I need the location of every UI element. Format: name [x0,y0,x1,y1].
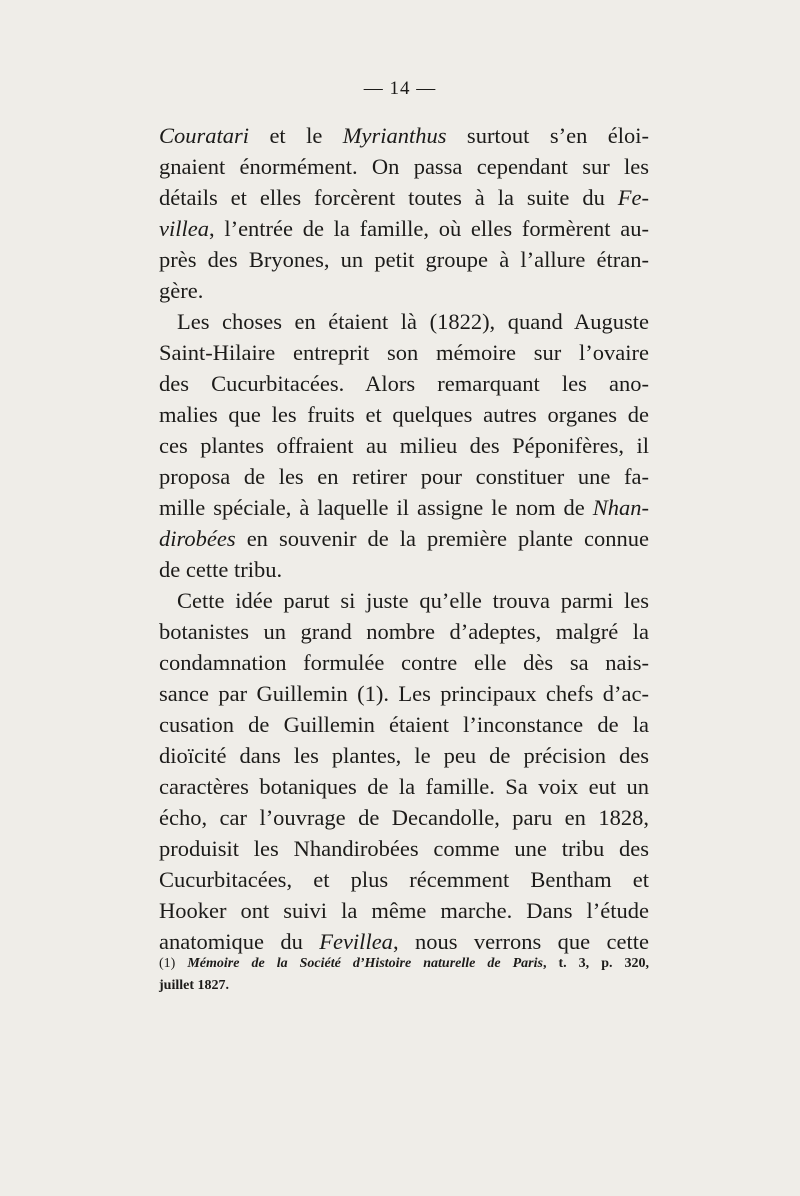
text-line: anatomique du Fevillea, nous verrons que cette [159,929,649,954]
text-line: dirobées en souvenir de la première plante connue [159,526,649,551]
text-line: cusation de Guillemin étaient l’inconstance de la [159,712,649,737]
text-line: mille spéciale, à laquelle il assigne le nom de Nhan- [159,495,649,520]
body-text [159,120,649,957]
text-line: Couratari et le Myrianthus surtout s’en éloi- [159,123,649,148]
text-line: détails et elles forcèrent toutes à la suite du Fe- [159,185,649,210]
text-line: Hooker ont suivi la même marche. Dans l’étude [159,898,649,923]
footnote [159,953,649,997]
text-line: Les choses en étaient là (1822), quand Auguste [177,309,649,334]
text-line: des Cucurbitacées. Alors remarquant les ano- [159,371,649,396]
text-line: botanistes un grand nombre d’adeptes, malgré la [159,619,649,644]
text-line: malies que les fruits et quelques autres organes de [159,402,649,427]
text-line: dioïcité dans les plantes, le peu de précision des [159,743,649,768]
footnote-marker: (1) [159,956,176,971]
text-line: de cette tribu. [159,557,283,582]
text-line: ces plantes offraient au milieu des Péponifères, il [159,433,649,458]
text-line: proposa de les en retirer pour constituer une fa- [159,464,649,489]
text-line: Saint-Hilaire entreprit son mémoire sur l’ovaire [159,340,649,365]
text-line: produisit les Nhandirobées comme une tribu des [159,836,649,861]
text-line: villea, l’entrée de la famille, où elles formèrent au- [159,216,649,241]
footnote-line: (1) Mémoire de la Société d’Histoire naturelle de Paris, t. 3, p. 320, [159,956,650,971]
text-line: condamnation formulée contre elle dès sa nais- [159,650,649,675]
text-line: Cette idée parut si juste qu’elle trouva parmi les [177,588,649,613]
text-line: sance par Guillemin (1). Les principaux chefs d’ac- [159,681,649,706]
footnote-line: juillet 1827. [159,978,229,993]
text-line: caractères botaniques de la famille. Sa voix eut un [159,774,649,799]
footnote-source: Mémoire de la Société d’Histoire naturelle de Paris [187,956,543,971]
text-line: gère. [159,278,204,303]
page-number: — 14 — [363,78,437,99]
text-line: gnaient énormément. On passa cependant sur les [159,154,649,179]
text-line: écho, car l’ouvrage de Decandolle, paru en 1828, [159,805,649,830]
text-line: près des Bryones, un petit groupe à l’allure étran- [159,247,649,272]
text-line: Cucurbitacées, et plus récemment Bentham et [159,867,649,892]
